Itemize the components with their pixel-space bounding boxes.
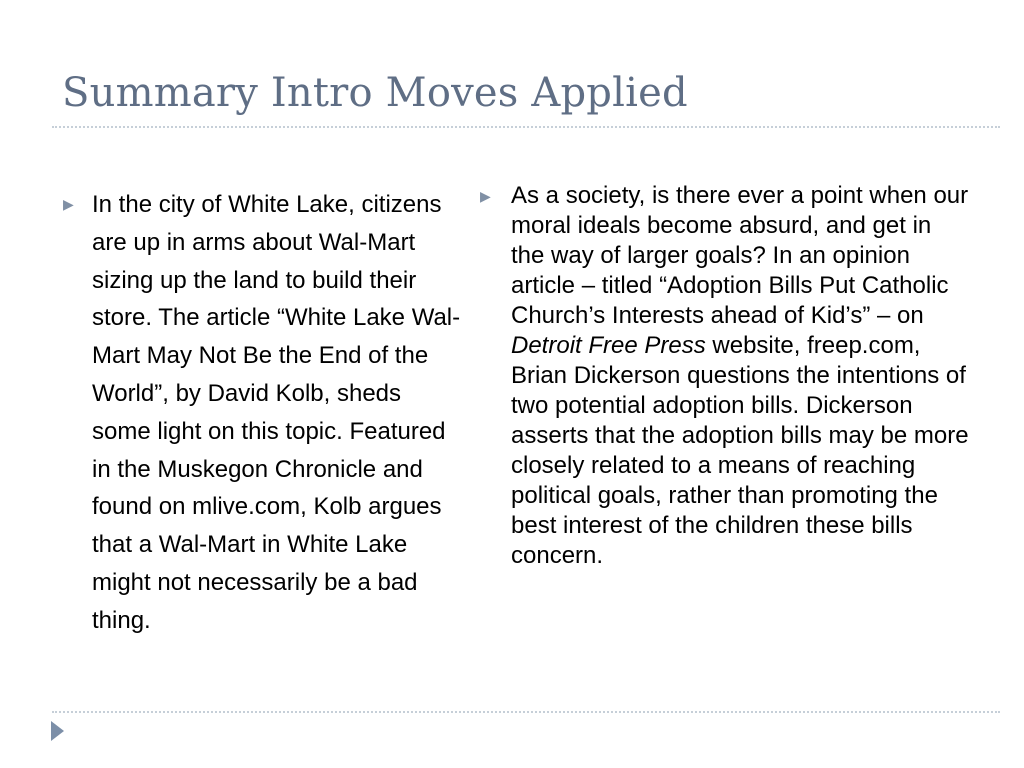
right-text-after-source: website, freep.com, Brian Dickerson questions the intentions of two potential adoption bills. Dickerson asserts that the adoption bills may be more closely related to a means of reaching political goals, rather than promoting the best interest of the children these bills concern. — [511, 332, 969, 569]
triangle-right-icon: ▶ — [480, 188, 491, 204]
left-bullet-paragraph: In the city of White Lake, citizens are up in arms about Wal-Mart sizing up the land to build their store. The article “White Lake Wal-Mart May Not Be the End of the World”, by David Kolb, sheds some light on this topic. Featured in the Muskegon Chronicle and found on mlive.com, Kolb argues that a Wal-Mart in White Lake might not necessarily be a bad thing. — [92, 191, 461, 634]
footer-divider — [52, 711, 1000, 713]
right-text-before-source: As a society, is there ever a point when our moral ideals become absurd, and get in the way of larger goals? In an opinion article – titled “Adoption Bills Put Catholic Church’s Interests ahead of Kid’s” – on — [511, 182, 969, 329]
slide-title: Summary Intro Moves Applied — [62, 70, 688, 116]
left-column-text — [92, 186, 464, 640]
source-publication: Detroit Free Press — [511, 332, 706, 359]
title-divider — [52, 126, 1000, 128]
triangle-right-icon: ▶ — [63, 196, 74, 212]
right-column-text — [511, 181, 971, 571]
next-slide-arrow-icon[interactable] — [51, 721, 64, 741]
right-bullet-paragraph — [511, 181, 971, 571]
